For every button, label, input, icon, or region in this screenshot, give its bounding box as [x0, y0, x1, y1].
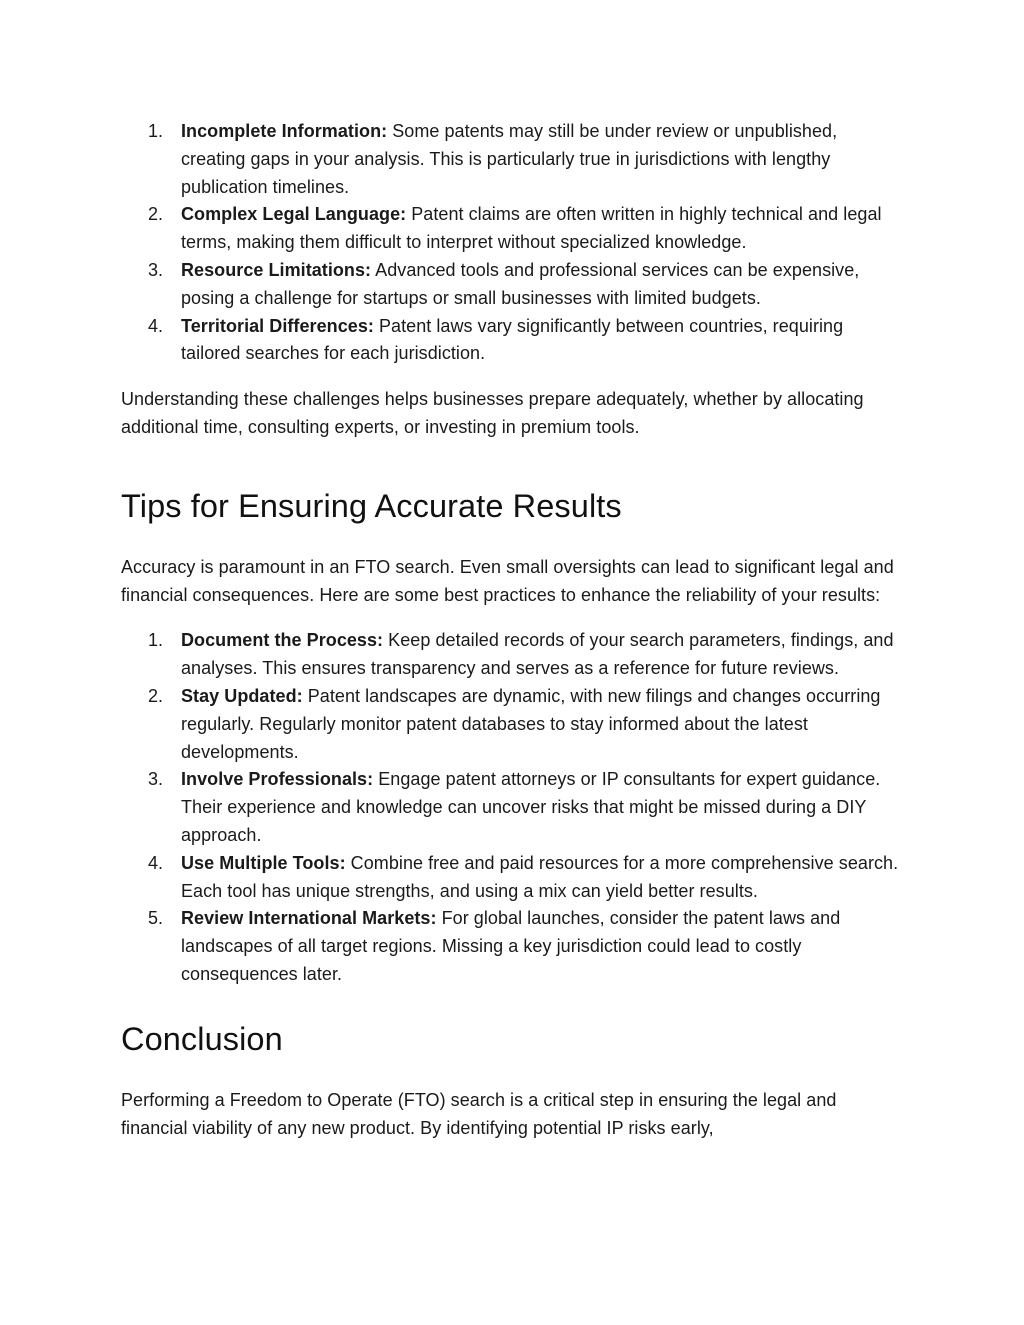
list-item-title: Involve Professionals: — [181, 769, 374, 790]
list-item — [121, 627, 904, 683]
list-item — [121, 257, 904, 313]
list-item-text: Patent laws vary significantly between countries, requiring tailored searches for each jurisdiction. — [181, 315, 844, 364]
conclusion-paragraph: Performing a Freedom to Operate (FTO) search is a critical step in ensuring the legal and financial viability of any new product. By identifying potential IP risks early, — [121, 1089, 837, 1138]
list-item-title: Incomplete Information: — [181, 121, 388, 141]
list-item — [121, 683, 904, 766]
list-item-title: Complex Legal Language: — [181, 204, 407, 225]
list-item — [121, 118, 904, 201]
list-number: 3. — [148, 259, 164, 280]
list-item-title: Use Multiple Tools: — [181, 852, 346, 873]
list-item-title: Review International Markets: — [181, 908, 437, 929]
list-item-text: Engage patent attorneys or IP consultants for expert guidance. Their experience and knowledge can uncover risks that might be missed during a DIY approach. — [181, 769, 881, 845]
list-number: 5. — [148, 908, 164, 929]
challenges-summary-paragraph: Understanding these challenges helps businesses prepare adequately, whether by allocating additional time, consulting experts, or investing in premium tools. — [121, 389, 864, 437]
list-item-title: Document the Process: — [181, 630, 384, 651]
tips-list — [121, 627, 904, 988]
list-item-title: Territorial Differences: — [181, 315, 374, 336]
tips-intro-paragraph: Accuracy is paramount in an FTO search. Even small oversights can lead to significant legal and financial consequences. Here are some best practices to enhance the reliability of your results: — [121, 556, 894, 605]
list-item-title: Resource Limitations: — [181, 259, 372, 280]
list-item-text: Patent claims are often written in highly technical and legal terms, making them difficult to interpret without specialized knowledge. — [181, 204, 882, 253]
document-content — [121, 118, 904, 1142]
list-item — [121, 201, 904, 257]
list-item-text: Advanced tools and professional services can be expensive, posing a challenge for startups or small businesses with limited budgets. — [181, 259, 860, 308]
list-number: 2. — [148, 204, 164, 225]
conclusion-heading: Conclusion — [121, 1020, 283, 1057]
list-item — [121, 905, 904, 988]
list-number: 3. — [148, 769, 164, 790]
list-item-text: Patent landscapes are dynamic, with new filings and changes occurring regularly. Regularly monitor patent databases to stay informed about the latest developments. — [181, 685, 881, 762]
list-item-text: Keep detailed records of your search parameters, findings, and analyses. This ensures transparency and serves as a reference for future reviews. — [181, 630, 894, 679]
list-item-text: For global launches, consider the patent laws and landscapes of all target regions. Missing a key jurisdiction could lead to costly consequences later. — [181, 908, 841, 984]
list-item-title: Stay Updated: — [181, 685, 303, 706]
list-number: 4. — [148, 315, 164, 336]
list-number: 1. — [148, 121, 164, 141]
list-number: 4. — [148, 852, 164, 873]
tips-heading: Tips for Ensuring Accurate Results — [121, 487, 622, 524]
list-item-text: Combine free and paid resources for a more comprehensive search. Each tool has unique strengths, and using a mix can yield better results. — [181, 852, 899, 901]
list-item — [121, 766, 904, 849]
list-item — [121, 850, 904, 906]
list-item-text: Some patents may still be under review or unpublished, creating gaps in your analysis. This is particularly true in jurisdictions with lengthy publication timelines. — [181, 121, 838, 197]
challenges-list — [121, 118, 904, 368]
list-item — [121, 313, 904, 369]
list-number: 1. — [148, 630, 164, 651]
list-number: 2. — [148, 685, 164, 706]
